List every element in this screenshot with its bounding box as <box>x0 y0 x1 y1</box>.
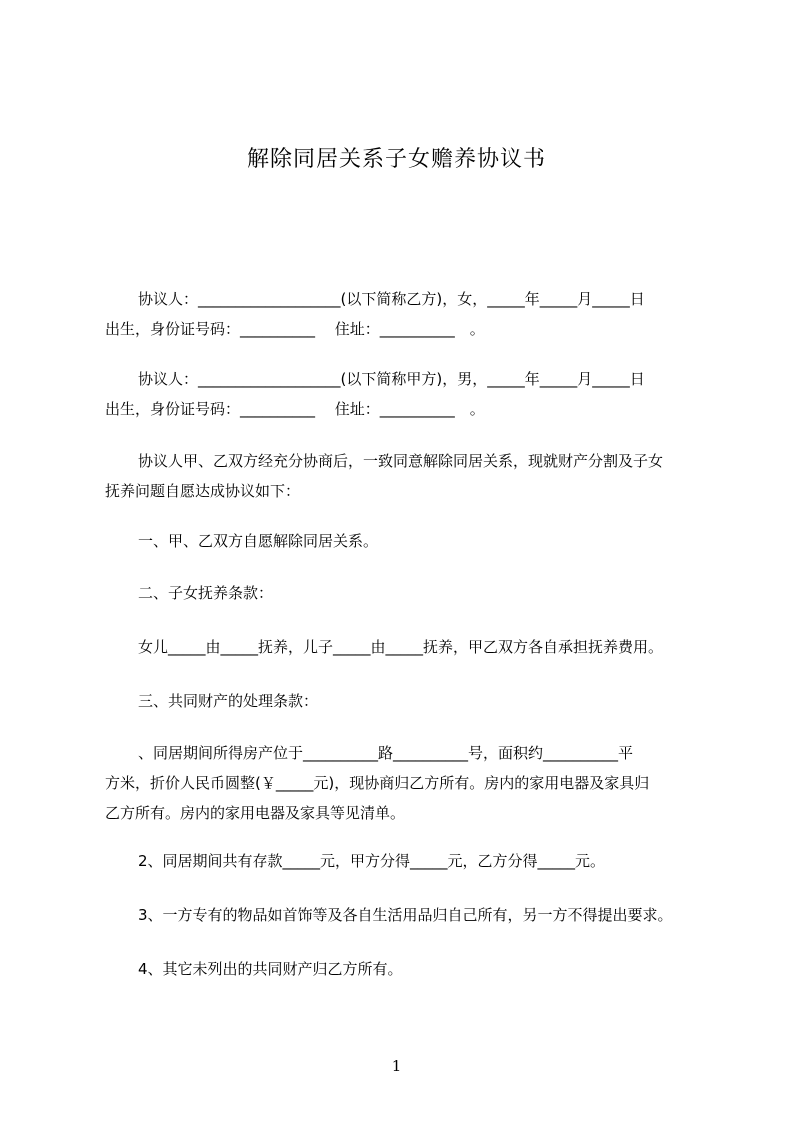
clause-3-item-4 <box>105 954 700 984</box>
party-b-paragraph <box>105 284 700 344</box>
item-4-text: 4、其它未列出的共同财产归乙方所有。 <box>138 960 403 978</box>
item-1-line-3: 乙方所有。房内的家用电器及家具等见清单。 <box>105 804 406 822</box>
party-b-line-1: 协议人：___________________(以下简称乙方)，女，_____年_____月_____日 <box>138 290 645 308</box>
party-a-paragraph <box>105 364 700 424</box>
party-a-line-2: 出生，身份证号码：__________ 住址：__________ 。 <box>105 400 485 418</box>
item-2-text: 2、同居期间共有存款_____元，甲方分得_____元，乙方分得_____元。 <box>138 852 606 870</box>
intro-paragraph <box>105 446 700 506</box>
clause-1-text: 一、甲、乙双方自愿解除同居关系。 <box>138 532 379 550</box>
clause-2-content-text: 女儿_____由_____抚养，儿子_____由_____抚养，甲乙双方各自承担抚养费用。 <box>138 638 664 656</box>
party-b-line-2: 出生，身份证号码：__________ 住址：__________ 。 <box>105 320 485 338</box>
item-3-text: 3、一方专有的物品如首饰等及各自生活用品归自己所有，另一方不得提出要求。 <box>138 906 673 924</box>
clause-3-heading-text: 三、共同财产的处理条款： <box>138 692 319 710</box>
document-title: 解除同居关系子女赡养协议书 <box>246 147 546 172</box>
clause-3-heading <box>105 686 700 716</box>
clause-2-heading-text: 二、子女抚养条款： <box>138 584 274 602</box>
clause-3-item-2 <box>105 846 700 876</box>
item-1-line-2: 方米，折价人民币圆整(￥_____元)，现协商归乙方所有。房内的家用电器及家具归 <box>105 774 650 792</box>
clause-3-item-3 <box>105 900 700 930</box>
intro-line-1: 协议人甲、乙双方经充分协商后，一致同意解除同居关系，现就财产分割及子女 <box>138 452 664 470</box>
item-1-line-1: 、同居期间所得房产位于__________路__________号，面积约__________平 <box>138 744 634 762</box>
clause-2-content <box>105 632 700 662</box>
clause-3-item-1 <box>105 738 700 828</box>
clause-1 <box>105 526 700 556</box>
intro-line-2: 抚养问题自愿达成协议如下： <box>105 482 301 500</box>
page-number: 1 <box>391 1057 402 1075</box>
party-a-line-1: 协议人：___________________(以下简称甲方)，男，_____年_____月_____日 <box>138 370 645 388</box>
clause-2-heading <box>105 578 700 608</box>
